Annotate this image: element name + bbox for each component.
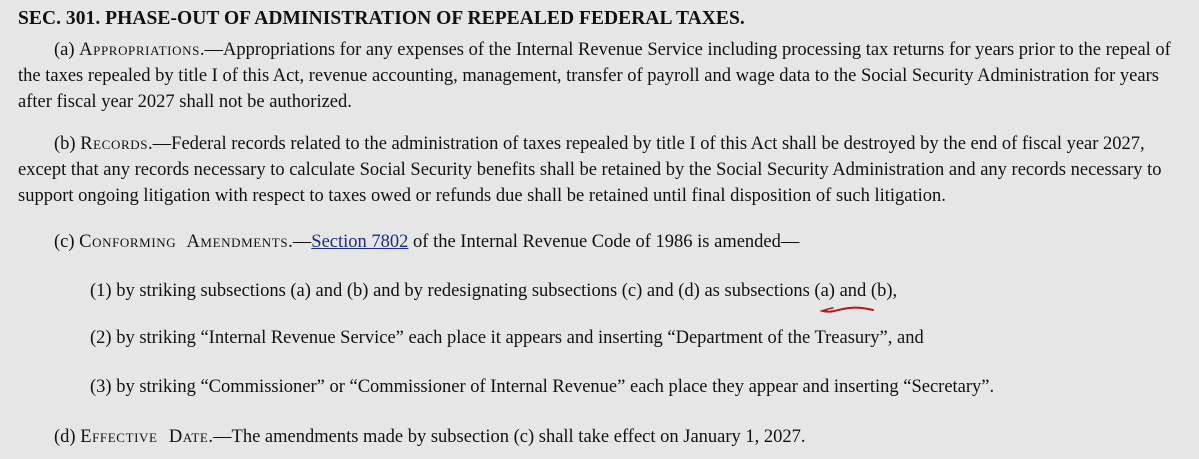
subsection-d-title: Effective Date xyxy=(80,427,209,447)
subsection-b-title: Records xyxy=(80,134,149,154)
subsection-b-label: (b) xyxy=(54,134,81,154)
handwritten-underline-annotation xyxy=(815,296,875,316)
subsection-d-text: The amendments made by subsection (c) shall take effect on January 1, 2027. xyxy=(231,427,806,447)
subsection-a: (a) Appropriations.—Appropriations for any expenses of the Internal Revenue Service including processing tax returns for years prior to the repeal of the taxes repealed by title I of this Act, revenue accounting, management, transfer of payroll and wage data to the Social Security Administration for years after fiscal year 2027 shall not be authorized. xyxy=(18,37,1199,115)
subsection-c-title: Conforming Amendments xyxy=(79,232,289,252)
subsection-b-text-line2: except that any records necessary to calculate Social Security benefits shall be retained by the Social Security Administration and any records necessary to xyxy=(18,160,1162,180)
subsection-a-text-line3: after fiscal year 2027 shall not be authorized. xyxy=(18,92,352,112)
subsection-c-intro-text: of the Internal Revenue Code of 1986 is amended— xyxy=(408,232,800,252)
section-7802-link[interactable]: Section 7802 xyxy=(311,232,409,252)
section-heading: SEC. 301. PHASE-OUT OF ADMINISTRATION OF REPEALED FEDERAL TAXES. xyxy=(18,8,745,29)
subsection-c-item-3: (3) by striking “Commissioner” or “Commissioner of Internal Revenue” each place they appear and inserting “Secretary”. xyxy=(90,377,995,397)
subsection-a-title: Appropriations xyxy=(79,40,200,60)
subsection-d-label: (d) xyxy=(54,427,81,447)
subsection-c: (c) Conforming Amendments.—Section 7802 of the Internal Revenue Code of 1986 is amended— xyxy=(54,232,800,252)
subsection-a-label: (a) xyxy=(54,40,80,60)
subsection-a-text-line2: the taxes repealed by title I of this Act, revenue accounting, management, transfer of payroll and wage data to the Social Security Administration for years xyxy=(18,66,1159,86)
subsection-c-item-2: (2) by striking “Internal Revenue Service” each place it appears and inserting “Department of the Treasury”, and xyxy=(90,328,924,348)
subsection-b-text-line1: Federal records related to the administration of taxes repealed by title I of this Act shall be destroyed by the end of fiscal year 2027, xyxy=(171,134,1145,154)
subsection-c-label: (c) xyxy=(54,232,80,252)
subsection-b-text-line3: support ongoing litigation with respect to taxes owed or refunds due shall be retained until final disposition of such litigation. xyxy=(18,186,946,206)
subsection-d: (d) Effective Date.—The amendments made by subsection (c) shall take effect on January 1, 2027. xyxy=(54,427,806,447)
subsection-c-item-1: (1) by striking subsections (a) and (b) and by redesignating subsections (c) and (d) as subsections (a) and (b), xyxy=(90,281,898,301)
subsection-b: (b) Records.—Federal records related to the administration of taxes repealed by title I of this Act shall be destroyed by the end of fiscal year 2027, except that any records necessary to calculate Social Security benefits shall be retained by the Social Security Administration and any records necessary to support ongoing litigation with respect to taxes owed or refunds due shall be retained until final disposition of such litigation. xyxy=(18,131,1199,209)
subsection-a-text-line1: Appropriations for any expenses of the Internal Revenue Service including processing tax returns for years prior to the repeal of xyxy=(223,40,1171,60)
